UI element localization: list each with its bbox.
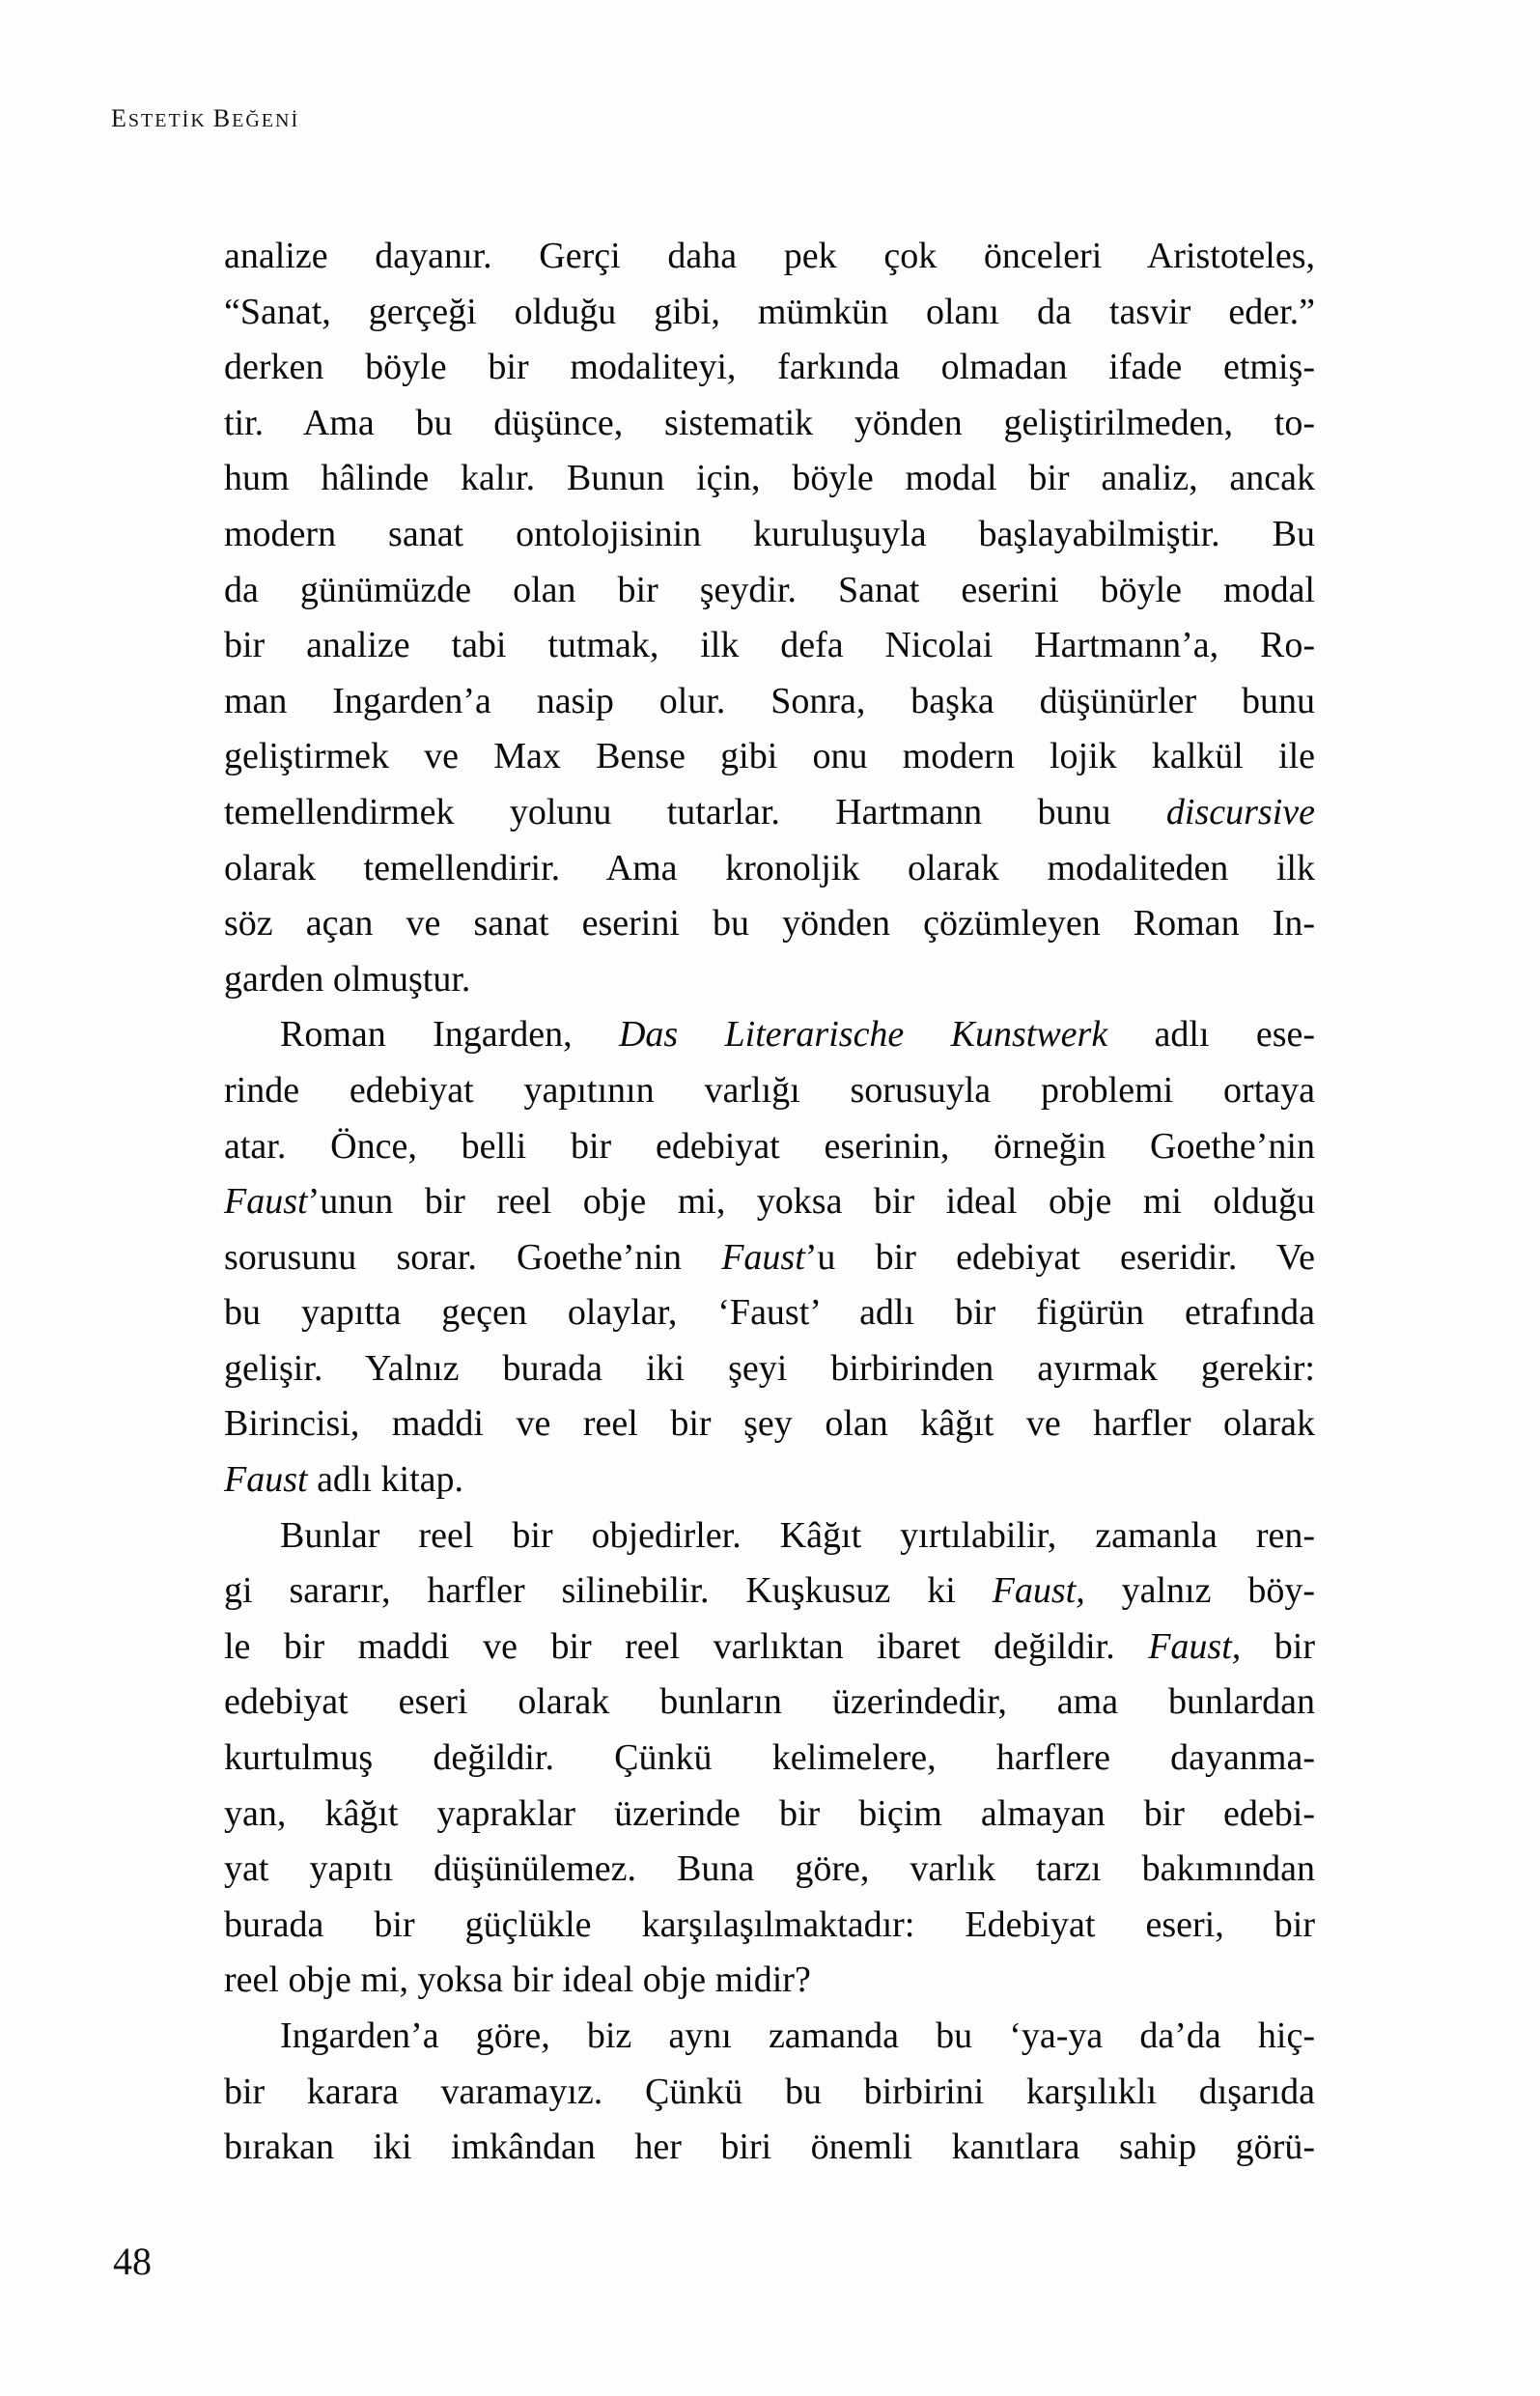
text-segment: adlı kitap. [307,1459,464,1501]
text-line [224,451,1315,507]
text-segment: derken böyle bir modaliteyi, farkında olmadan ifade etmiş- [224,347,1315,388]
text-line [224,1508,1315,1564]
text-line [224,1285,1315,1341]
paragraph [224,229,1315,1007]
text-segment: Ingarden’a göre, biz aynı zamanda bu ‘ya-ya da’da hiç- [280,2015,1315,2056]
text-line [224,1842,1315,1898]
text-block [224,229,1315,2176]
running-header-text [207,110,213,131]
text-line [224,563,1315,619]
text-segment: ’u bir edebiyat eseridir. Ve [804,1236,1316,1278]
text-segment-italic: Faust, [1148,1625,1242,1667]
paragraph [224,1508,1315,2009]
running-header-text: B [212,104,233,132]
text-line [224,952,1315,1008]
text-line [224,1731,1315,1787]
text-line [224,1174,1315,1230]
text-segment: söz açan ve sanat eserini bu yönden çözümleyen Roman In- [224,903,1315,944]
text-line [224,285,1315,341]
text-line [224,1063,1315,1119]
running-header-text: EĞENİ [232,110,300,131]
text-line [224,1341,1315,1397]
text-segment-italic: Das Literarische Kunstwerk [618,1014,1108,1056]
text-segment-italic: Faust [721,1236,805,1278]
text-segment: atar. Önce, belli bir edebiyat eserinin, örneğin Goethe’nin [224,1125,1315,1167]
text-segment: reel obje mi, yoksa bir ideal obje midir? [224,1959,811,2001]
text-segment: man Ingarden’a nasip olur. Sonra, başka düşünürler bunu [224,680,1315,721]
text-segment: Bunlar reel bir objedirler. Kâğıt yırtılabilir, zamanla ren- [280,1514,1315,1556]
text-line [224,841,1315,897]
text-segment: sorusunu sorar. Goethe’nin [224,1236,722,1278]
text-line [224,1953,1315,2009]
text-segment-italic: Faust [224,1459,308,1501]
text-segment: edebiyat eseri olarak bunların üzerindedir, ama bunlardan [224,1681,1315,1723]
text-segment: rinde edebiyat yapıtının varlığı sorusuyla problemi ortaya [224,1069,1315,1111]
text-segment: gelişir. Yalnız burada iki şeyi birbirinden ayırmak gerekir: [224,1347,1315,1389]
text-segment: modern sanat ontolojisinin kuruluşuyla başlayabilmiştir. Bu [224,513,1315,554]
text-segment: yat yapıtı düşünülemez. Buna göre, varlık tarzı bakımından [224,1848,1315,1890]
running-header [111,104,299,133]
running-header-text: E [111,104,128,132]
text-segment: bırakan iki imkândan her biri önemli kanıtlara sahip görü- [224,2127,1315,2168]
text-segment: bu yapıtta geçen olaylar, ‘Faust’ adlı bir figürün etrafında [224,1292,1315,1334]
text-line [224,1452,1315,1508]
text-segment: “Sanat, gerçeği olduğu gibi, mümkün olanı da tasvir eder.” [224,291,1315,332]
text-line [224,896,1315,952]
paragraph [224,1007,1315,1508]
page-number: 48 [113,2240,152,2283]
text-line [224,1898,1315,1954]
text-line [224,1007,1315,1063]
text-line [224,729,1315,785]
text-segment: olarak temellendirir. Ama kronoljik olarak modaliteden ilk [224,847,1315,888]
paragraph [224,2009,1315,2176]
text-segment: burada bir güçlükle karşılaşılmaktadır: Edebiyat eseri, bir [224,1903,1315,1945]
text-segment: tir. Ama bu düşünce, sistematik yönden geliştirilmeden, to- [224,402,1315,443]
text-segment: bir [1241,1625,1315,1667]
text-segment: le bir maddi ve bir reel varlıktan ibaret değildir. [224,1625,1149,1667]
text-segment: adlı ese- [1107,1014,1315,1056]
running-header-text: STETİK [127,110,207,131]
text-segment: yan, kâğıt yapraklar üzerinde bir biçim almayan bir edebi- [224,1792,1315,1834]
text-segment: hum hâlinde kalır. Bunun için, böyle modal bir analiz, ancak [224,458,1315,499]
text-segment-italic: Faust, [992,1570,1085,1612]
text-line [224,1119,1315,1175]
text-line [224,1620,1315,1676]
text-line [224,2065,1315,2121]
text-segment: bir karara varamayız. Çünkü bu birbirini karşılıklı dışarıda [224,2071,1315,2112]
text-line [224,1787,1315,1843]
text-line [224,1675,1315,1731]
text-segment: da günümüzde olan bir şeydir. Sanat eserini böyle modal [224,569,1315,610]
text-segment: garden olmuştur. [224,958,471,1000]
text-line [224,229,1315,285]
text-line [224,1564,1315,1620]
text-segment: ’unun bir reel obje mi, yoksa bir ideal obje mi olduğu [307,1181,1315,1223]
text-segment: analize dayanır. Gerçi daha pek çok önceleri Aristoteles, [224,236,1315,276]
text-line [224,507,1315,563]
text-segment: gi sararır, harfler silinebilir. Kuşkusuz ki [224,1570,993,1612]
text-line [224,1396,1315,1452]
text-line [224,618,1315,674]
text-segment: Roman Ingarden, [280,1014,619,1056]
text-segment: temellendirmek yolunu tutarlar. Hartmann bunu [224,791,1166,832]
text-line [224,340,1315,396]
text-segment: yalnız böy- [1084,1570,1315,1612]
text-segment-italic: Faust [224,1181,308,1223]
text-line [224,674,1315,730]
text-line [224,2120,1315,2176]
text-segment-italic: discursive [1165,791,1315,832]
text-line [224,396,1315,452]
text-line [224,785,1315,841]
text-segment: Birincisi, maddi ve reel bir şey olan kâğıt ve harfler olarak [224,1403,1315,1445]
text-line [224,1230,1315,1286]
text-segment: bir analize tabi tutmak, ilk defa Nicolai Hartmann’a, Ro- [224,625,1315,666]
text-line [224,2009,1315,2065]
text-segment: geliştirmek ve Max Bense gibi onu modern lojik kalkül ile [224,736,1315,777]
text-segment: kurtulmuş değildir. Çünkü kelimelere, harflere dayanma- [224,1737,1315,1779]
